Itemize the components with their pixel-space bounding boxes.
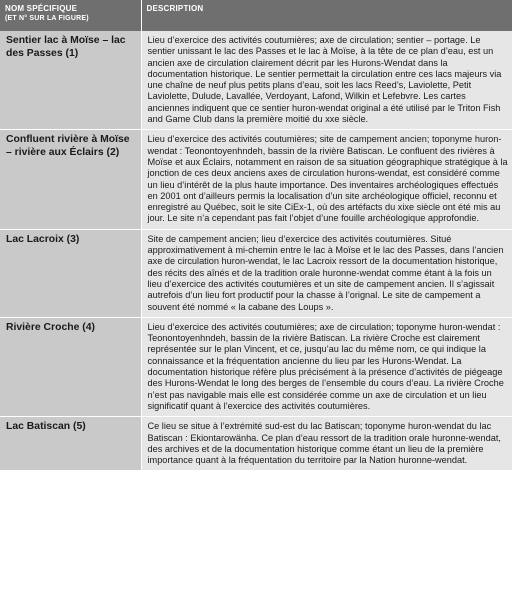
place-name: Lac Lacroix (3) xyxy=(0,229,141,317)
header-description-column xyxy=(141,0,512,31)
header-description-label: DESCRIPTION xyxy=(146,4,204,13)
place-description: Ce lieu se situe à l’extrémité sud-est du lac Batiscan; toponyme huron-wendat du lac Batiscan : Ekiontarowänha. Ce plan d’eau ressort de la tradition orale huronne-wendat, des archives et de la documentation historique comme étant un lieu de la première importance quant à la fréquentation du territoire par la Nation huronne-wendat. xyxy=(141,417,512,471)
place-name: Rivière Croche (4) xyxy=(0,317,141,416)
table-row xyxy=(0,31,512,130)
place-description: Lieu d’exercice des activités coutumières; axe de circulation; sentier – portage. Le sentier unissant le lac des Passes et le lac à Moïse, à la tête de ce plan d’eau, est un ancien axe de circulation clairement décrit par les Hurons-Wendat dans la documentation historique. Le sentier permettait la circulation entre ces lacs majeurs via une chaîne de neuf plus petits plans d’eau, soit les lacs Reed’s, Laviolette, Petit Laviolette, Dulude, Lavallée, Verdoyant, Lafond, Wilkin et Lefebvre. Les cartes anciennes indiquent que ce sentier huron-wendat original a été utilisé par le Triton Fish and Game Club dans la première moitié du xxe siècle. xyxy=(141,31,512,130)
table-row xyxy=(0,130,512,229)
table-row xyxy=(0,317,512,416)
place-name: Confluent rivière à Moïse – rivière aux Éclairs (2) xyxy=(0,130,141,229)
place-description: Lieu d’exercice des activités coutumières; axe de circulation; toponyme huron-wendat : Teonontoyenhndeh, bassin de la rivière Batiscan. La rivière Croche est clairement représentée sur le plan Vincent, et ce, jusqu’au lac du même nom, ce qui indique la connaissance et la fréquentation ancienne du lieu par les Hurons-Wendat. La documentation historique réfère plus précisément à la présence d’activités de piégeage des Hurons-Wendat le long des berges de l’ensemble du cours d’eau. La rivière Croche n’est pas navigable mais elle est considérée comme un axe de circulation et un lieu significatif quant à l’exercice des activités coutumières. xyxy=(141,317,512,416)
header-name-column xyxy=(0,0,141,31)
table-header-row xyxy=(0,0,512,31)
header-name-sublabel: (ET N° SUR LA FIGURE) xyxy=(5,15,89,22)
table-row xyxy=(0,417,512,471)
table-row xyxy=(0,229,512,317)
place-name: Lac Batiscan (5) xyxy=(0,417,141,471)
place-name: Sentier lac à Moïse – lac des Passes (1) xyxy=(0,31,141,130)
place-description: Site de campement ancien; lieu d’exercice des activités coutumières. Situé approximativement à mi-chemin entre le lac à Moïse et le lac des Passes, dans l’ancien axe de circulation huron-wendat, le lac Lacroix ressort de la documentation historique, des récits des aînés et de la tradition orale huronne-wendat comme étant à la fois un lieu d’exercice des activités coutumières et un site de campement ancien. Il s’agissait autrefois d’un lieu fort productif pour la chasse à l’orignal. Le site de campement a souvent été nommé « la cabane des Loups ». xyxy=(141,229,512,317)
place-description: Lieu d’exercice des activités coutumières; site de campement ancien; toponyme huron-wendat : Teonontoyenhndeh, bassin de la rivière Batiscan. Le confluent des rivières à Moïse et aux Éclairs, notamment en raison de sa situation géographique stratégique à la jonction de ces deux anciens axes de circulation hurons-wendat, est considéré comme un lieu d’intérêt de la plus haute importance. Des inventaires archéologiques effectués en 2001 ont d’ailleurs permis la localisation d’un site archéologique officiel, reconnu et enregistré au Québec, soit le site CiEx-1, où des artéfacts du xixe siècle ont été mis au jour. Le site n’a cependant pas fait l’objet d’une fouille archéologique approfondie. xyxy=(141,130,512,229)
header-name-label: NOM SPÉCIFIQUE xyxy=(5,4,78,13)
